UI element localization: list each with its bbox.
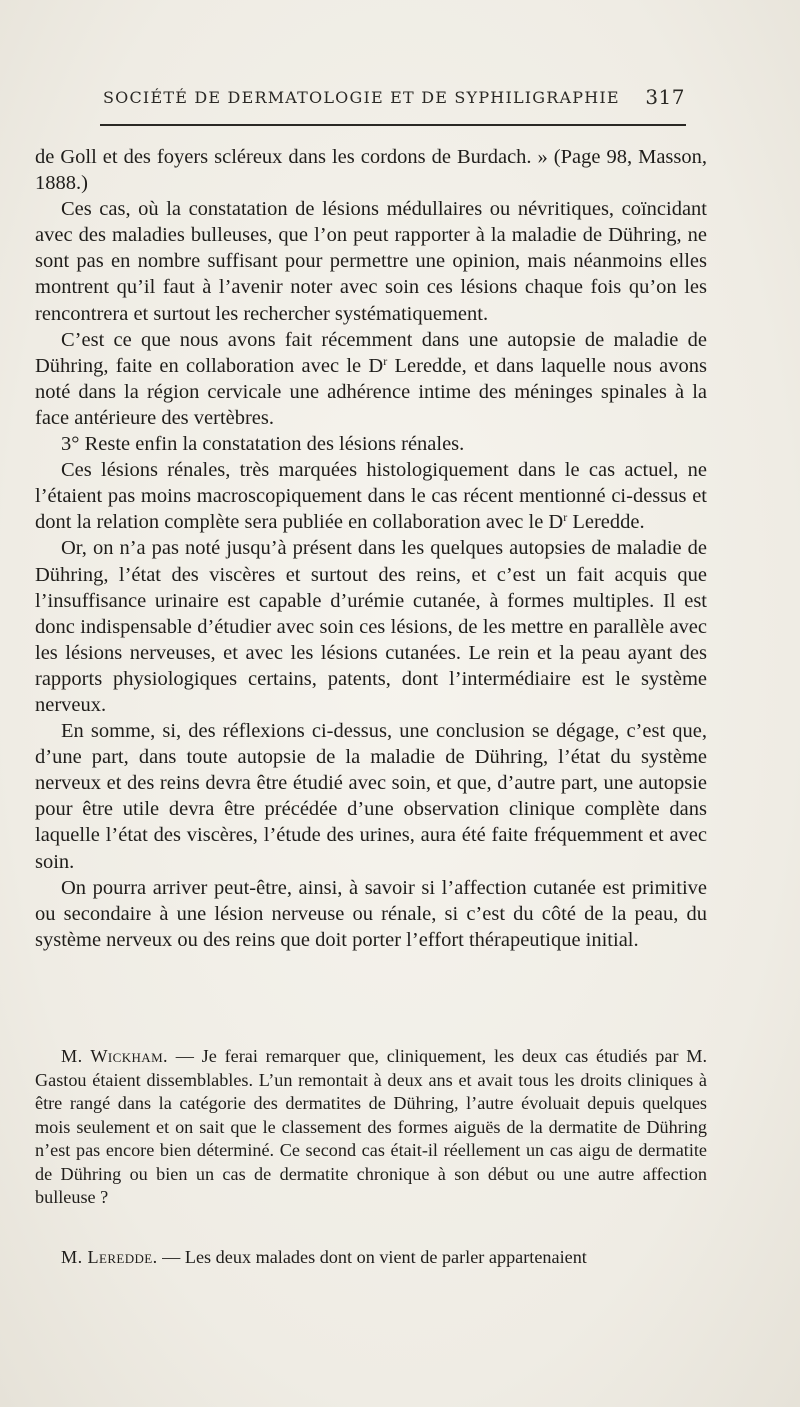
paragraph-4: 3° Reste enfin la constatation des lésions rénales. <box>61 433 465 456</box>
header-rule <box>100 124 686 126</box>
speaker-leredde: M. Leredde. <box>61 1247 158 1267</box>
discussion-wickham <box>35 1045 707 1210</box>
speaker-wickham: M. Wickham. <box>61 1046 168 1066</box>
paragraph-3-text-a: C’est ce que nous avons fait récemment dans une autopsie de maladie de Dühring, faite en collaboration avec le D <box>35 328 707 377</box>
paragraph-5-superscript: r <box>563 510 568 525</box>
paragraph-3-superscript: r <box>383 353 388 368</box>
paragraph-8: On pourra arriver peut-être, ainsi, à savoir si l’affection cutanée est primitive ou secondaire à une lésion nerveuse ou rénale, si c’est du côté de la peau, du système nerveux ou des reins que doit porter l’effort thérapeutique initial. <box>35 876 707 951</box>
paragraph-1: de Goll et des foyers scléreux dans les cordons de Burdach. » (Page 98, Masson, 1888.) <box>35 146 707 195</box>
leredde-remark: — Les deux malades dont on vient de parler appartenaient <box>157 1247 587 1267</box>
paragraph-5 <box>35 457 707 535</box>
running-head <box>103 86 685 112</box>
paragraph-5-text-b: Leredde. <box>567 511 645 534</box>
wickham-paragraph <box>35 1045 707 1210</box>
paragraph-2: Ces cas, où la constatation de lésions médullaires ou névritiques, coïncidant avec des maladies bulleuses, que l’on peut rapporter à la maladie de Dühring, ne sont pas en nombre suffisant pour permettre une opinion, mais néanmoins elles montrent qu’il faut à l’avenir noter avec soin ces lésions chaque fois qu’on les rencontrera et surtout les rechercher systématiquement. <box>35 198 707 325</box>
paragraph-6: Or, on n’a pas noté jusqu’à présent dans les quelques autopsies de maladie de Dühring, l’état des viscères et surtout des reins, et c’est un fait acquis que l’insuffisance urinaire est capable d’urémie cutanée, à formes multiples. Il est donc indispensable d’étudier avec soin ces lésions, de les mettre en parallèle avec les lésions nerveuses, et avec les lésions cutanées. Le rein et la peau ayant des rapports physiologiques certains, patents, dont l’intermédiaire est le système nerveux. <box>35 537 707 716</box>
wickham-remark: — Je ferai remarquer que, cliniquement, les deux cas étudiés par M. Gastou étaient dissemblables. L’un remontait à deux ans et avait tous les droits cliniques à être rangé dans la catégorie des dermatites de Dühring, l’autre évoluait depuis quelques mois seulement et on sait que le classement des formes aiguës de la dermatite de Dühring n’est pas encore bien déterminé. Ce second cas était-il réellement un cas aigu de dermatite de Dühring ou bien un cas de dermatite chronique à son début ou une autre affection bulleuse ? <box>35 1046 707 1207</box>
body-text <box>35 144 707 953</box>
paragraph-3-text-b: Leredde, et dans laquelle nous avons noté dans la région cervicale une adhérence intime des méninges spinales à la face antérieure des vertèbres. <box>35 354 707 429</box>
paragraph-3 <box>35 327 707 431</box>
paragraph-5-text-a: Ces lésions rénales, très marquées histologiquement dans le cas actuel, ne l’étaient pas moins macroscopiquement dans le cas récent mentionné ci-dessus et dont la relation complète sera publiée en collaboration avec le D <box>35 459 707 534</box>
leredde-paragraph <box>35 1246 707 1270</box>
paragraph-7: En somme, si, des réflexions ci-dessus, une conclusion se dégage, c’est que, d’une part, dans toute autopsie de la maladie de Dühring, l’état du système nerveux et des reins devra être étudié avec soin, et que, d’autre part, une autopsie pour être utile devra être précédée d’une observation clinique complète dans laquelle l’état des viscères, l’étude des urines, aura été faite fréquemment et avec soin. <box>35 720 707 873</box>
page-number: 317 <box>645 85 685 109</box>
running-head-title: SOCIÉTÉ DE DERMATOLOGIE ET DE SYPHILIGRAPHIE <box>103 88 620 107</box>
